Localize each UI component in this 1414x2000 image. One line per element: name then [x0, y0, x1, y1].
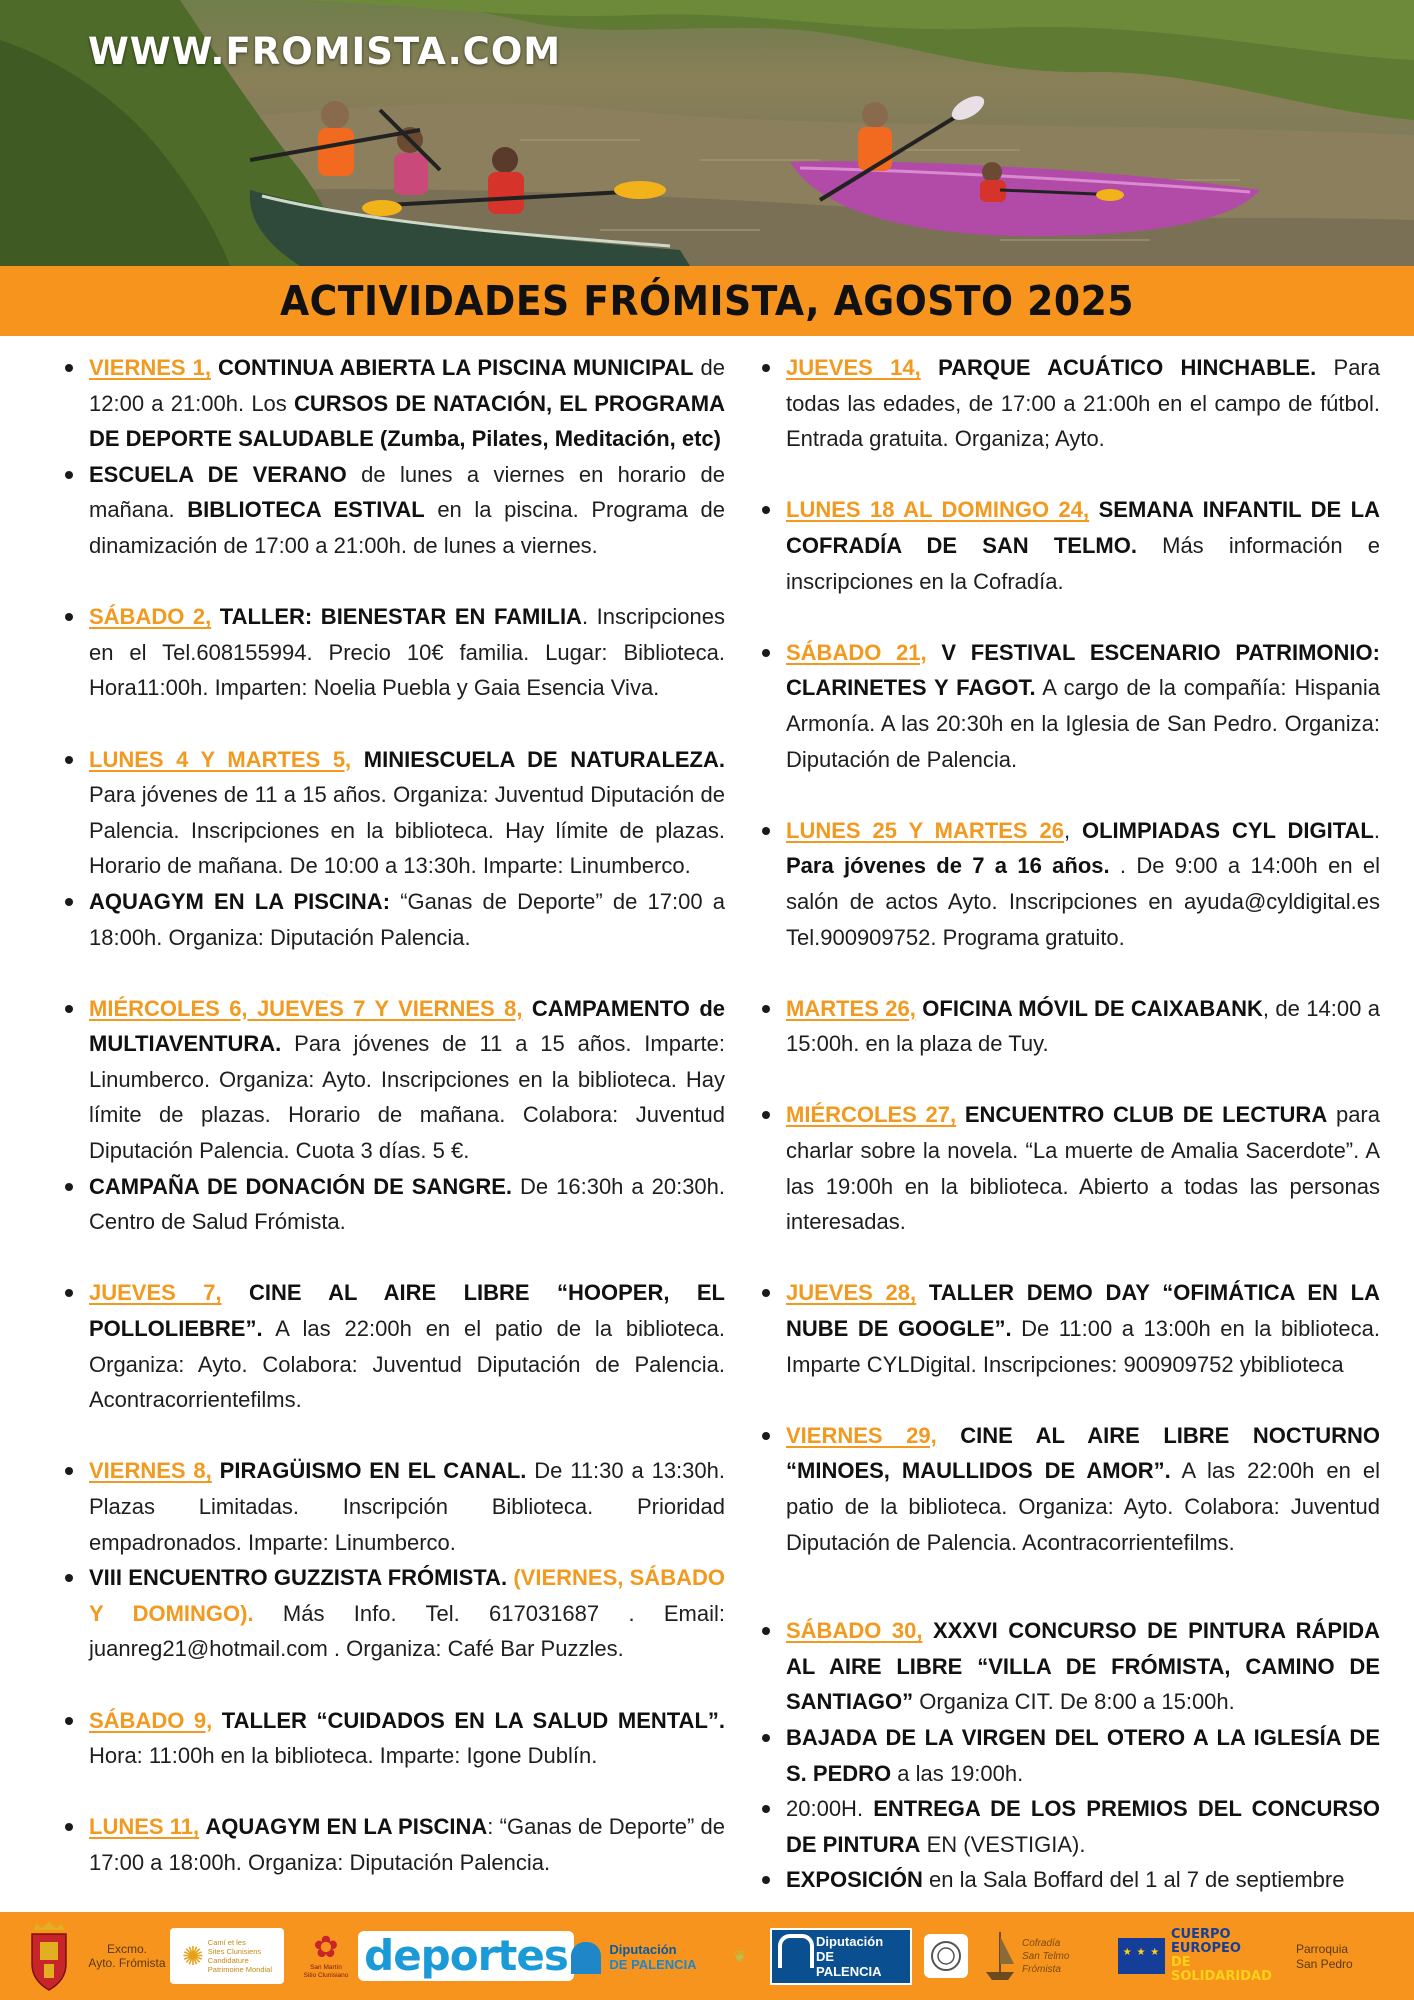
event-text: A las 22:00h en el patio de la biblioteca. Organiza: Ayto. Colabora: Juventud Diputación de Palencia. Acontracorrientefilms. — [786, 1458, 1380, 1555]
event-date: MIÉRCOLES 6, JUEVES 7 Y VIERNES 8, — [89, 995, 523, 1021]
event-date: VIERNES 29, — [786, 1422, 937, 1448]
hero-photo — [0, 0, 1414, 266]
event-title: XXXVI CONCURSO DE PINTURA RÁPIDA AL AIRE LIBRE “VILLA DE FRÓMISTA, CAMINO DE SANTIAGO” — [786, 1618, 1380, 1715]
event-days-highlight: (VIERNES, SÁBADO Y DOMINGO). — [89, 1565, 725, 1626]
footer-text: Candidature — [207, 1956, 249, 1965]
event-text: para charlar sobre la novela. “La muerte de Amalia Sacerdote”. A las 19:00h en la biblioteca. Abierto a todas las personas interesadas. — [786, 1102, 1380, 1235]
page-title: ACTIVIDADES FRÓMISTA, AGOSTO 2025 — [280, 277, 1134, 325]
event-title: EXPOSICIÓN — [786, 1867, 923, 1893]
event-text: , — [1063, 817, 1082, 843]
ayto-fromista-text — [84, 1934, 170, 1978]
footer-text: Cofradía — [1022, 1937, 1061, 1949]
event-text — [212, 1458, 220, 1483]
event-date: SÁBADO 21, — [786, 639, 927, 665]
footer-text: Camí et les — [207, 1938, 246, 1947]
event-title: CAMPAÑA DE DONACIÓN DE SANGRE. — [89, 1173, 513, 1199]
footer-text: Sitio Clunisiano — [303, 1972, 349, 1979]
right-column — [762, 350, 1380, 1898]
event-list-left — [65, 350, 725, 1881]
event-text: de 12:00 a 21:00h. Los — [89, 355, 725, 416]
event-item — [762, 1720, 1380, 1791]
event-title: PARQUE ACUÁTICO HINCHABLE. — [938, 355, 1317, 380]
event-item — [65, 350, 725, 457]
footer-text: Parroquia — [1296, 1942, 1349, 1956]
event-date: LUNES 25 Y MARTES 26 — [786, 817, 1064, 843]
event-text — [937, 1423, 961, 1448]
event-text: de lunes a viernes en horario de mañana. — [89, 461, 726, 523]
footer-text: Excmo. — [106, 1942, 147, 1956]
event-title: AQUAGYM EN LA PISCINA — [205, 1814, 488, 1840]
diputacion-palencia-logo — [568, 1938, 698, 1976]
event-date: VIERNES 8, — [89, 1458, 212, 1484]
event-title: TALLER DEMO DAY “OFIMÁTICA EN LA NUBE DE GOOGLE”. — [786, 1280, 1381, 1342]
event-title: TALLER “CUIDADOS EN LA SALUD MENTAL”. — [221, 1707, 725, 1733]
sponsor-footer — [0, 1912, 1414, 2000]
event-date: JUEVES 7, — [89, 1280, 222, 1306]
event-item — [762, 1097, 1380, 1239]
event-date: SÁBADO 30, — [786, 1618, 923, 1644]
event-date: MARTES 26, — [786, 995, 916, 1021]
footer-text: San Telmo — [1022, 1950, 1070, 1962]
event-item — [65, 1703, 725, 1774]
event-text: , de 14:00 a 15:00h. en la plaza de Tuy. — [786, 995, 1380, 1057]
footer-text: San Pedro — [1296, 1957, 1353, 1971]
footer-text: Sites Clunisiens — [207, 1947, 262, 1956]
event-text: en la Sala Boffard del 1 al 7 de septiembre — [922, 1867, 1345, 1893]
event-text: Hora: 11:00h en la biblioteca. Imparte: Igone Dublín. — [89, 1743, 598, 1769]
event-title: CAMPAMENTO de MULTIAVENTURA. — [89, 995, 725, 1057]
small-green-logo — [718, 1938, 762, 1976]
event-text: Más Info. Tel. 617031687 . Email: juanreg21@hotmail.com . Organiza: Café Bar Puzzles. — [89, 1600, 725, 1662]
diputacion-box-text — [770, 1928, 912, 1985]
event-item — [762, 991, 1380, 1062]
event-title: OFICINA MÓVIL DE CAIXABANK — [922, 995, 1263, 1021]
event-title: MINIESCUELA DE NATURALEZA. — [363, 746, 725, 772]
title-bar — [0, 266, 1414, 336]
event-title: CONTINUA ABIERTA LA PISCINA MUNICIPAL — [218, 355, 694, 380]
cluny-sites-logo — [170, 1928, 284, 1984]
footer-text: DE PALENCIA — [816, 1948, 882, 1979]
san-martin-logo — [298, 1926, 354, 1986]
event-item — [762, 1862, 1380, 1898]
event-item — [762, 350, 1380, 457]
cofradia-boat-logo — [980, 1926, 1020, 1986]
seal-icon — [929, 1939, 963, 1973]
cuerpo-europeo-solidaridad-logo — [1118, 1927, 1284, 1984]
event-item — [762, 635, 1380, 777]
event-text: De 11:00 a 13:00h en la biblioteca. Imparte CYLDigital. Inscripciones: 900909752 ybiblioteca — [786, 1316, 1381, 1377]
event-title: OLIMPIADAS CYL DIGITAL — [1081, 817, 1374, 843]
event-title: Para jóvenes de 7 a 16 años. — [786, 853, 1110, 879]
event-date: LUNES 18 AL DOMINGO 24, — [786, 497, 1090, 523]
event-list-right — [762, 350, 1380, 1898]
event-text — [916, 1280, 929, 1305]
footer-text: CUERPO — [1170, 1927, 1231, 1942]
event-text: Para jóvenes de 11 a 15 años. Organiza: Juventud Diputación de Palencia. Inscripciones en la biblioteca. Hay límite de plazas. Horario de mañana. De 10:00 a 13:30h. Imparte: Linumberco. — [89, 782, 725, 879]
event-title: V FESTIVAL ESCENARIO PATRIMONIO: CLARINETES Y FAGOT. — [786, 639, 1380, 701]
event-title: ENTREGA DE LOS PREMIOS DEL CONCURSO DE PINTURA — [786, 1796, 1380, 1857]
event-item — [762, 492, 1380, 599]
footer-text: Diputación — [816, 1933, 884, 1949]
footer-text: Ayto. Frómista — [88, 1956, 166, 1970]
event-title: ESCUELA DE VERANO — [89, 461, 347, 487]
event-text: . — [1373, 817, 1380, 843]
event-text: “Ganas de Deporte” de 17:00 a 18:00h. Organiza: Diputación Palencia. — [89, 888, 725, 950]
footer-text: San Martín — [310, 1964, 342, 1971]
event-text: Para todas las edades, de 17:00 a 21:00h en el campo de fútbol. Entrada gratuita. Organiza; Ayto. — [786, 355, 1380, 452]
event-item — [65, 1275, 725, 1417]
footer-text: DE PALENCIA — [609, 1957, 697, 1972]
event-text — [211, 355, 218, 380]
event-title: VIII ENCUENTRO GUZZISTA FRÓMISTA. — [89, 1565, 508, 1591]
event-text: EN (VESTIGIA). — [920, 1831, 1086, 1857]
event-item — [65, 1453, 725, 1560]
event-text: A cargo de la compañía: Hispania Armonía. A las 20:30h en la Iglesia de San Pedro. Organiza: Diputación de Palencia. — [786, 675, 1380, 772]
flower-icon: ✿ — [313, 1931, 339, 1964]
event-text — [211, 604, 220, 629]
event-title: ENCUENTRO CLUB DE LECTURA — [964, 1102, 1328, 1128]
event-text: A las 22:00h en el patio de la biblioteca. Organiza: Ayto. Colabora: Juventud Diputación de Palencia. Acontracorrientefilms. — [89, 1316, 725, 1413]
event-text: en la piscina. Programa de dinamización de 17:00 a 21:00h. de lunes a viernes. — [89, 497, 725, 558]
event-text: De 11:30 a 13:30h. Plazas Limitadas. Inscripción Biblioteca. Prioridad empadronados. Imparte: Linumberco. — [89, 1458, 725, 1555]
leaf-icon: ❦ — [733, 1949, 747, 1966]
event-title: BAJADA DE LA VIRGEN DEL OTERO A LA IGLESÍA DE S. PEDRO — [786, 1724, 1380, 1786]
footer-text: Patrimoine Mondial — [207, 1965, 272, 1974]
event-title: BIBLIOTECA ESTIVAL — [187, 497, 425, 523]
event-text: . De 9:00 a 14:00h en el salón de actos Ayto. Inscripciones en ayuda@cyldigital.es Tel.900909752. Programa gratuito. — [786, 853, 1380, 950]
crest-icon — [26, 1920, 72, 1992]
site-url: WWW.FROMISTA.COM — [88, 30, 562, 73]
eu-flag-icon — [1118, 1938, 1165, 1974]
event-title: SEMANA INFANTIL DE LA COFRADÍA DE SAN TELMO. — [786, 497, 1380, 558]
event-date: JUEVES 14, — [786, 355, 921, 380]
event-text — [927, 640, 942, 665]
eu-text — [1171, 1928, 1284, 1984]
event-date: VIERNES 1, — [89, 355, 211, 380]
event-text: 20:00H. — [786, 1796, 874, 1822]
event-text — [212, 1708, 222, 1733]
event-text — [1089, 497, 1098, 522]
event-item — [762, 813, 1380, 955]
event-item — [65, 599, 725, 706]
event-text — [956, 1102, 965, 1127]
event-date: LUNES 4 Y MARTES 5, — [89, 746, 352, 772]
event-date: SÁBADO 2, — [89, 604, 212, 630]
event-text: Más información e inscripciones en la Cofradía. — [786, 532, 1380, 594]
event-title: AQUAGYM EN LA PISCINA: — [89, 888, 391, 914]
event-item — [762, 1791, 1380, 1862]
event-item — [762, 1613, 1380, 1720]
event-item — [65, 991, 725, 1169]
boat-icon — [982, 1928, 1018, 1984]
event-title: PIRAGÜISMO EN EL CANAL. — [219, 1458, 527, 1484]
event-text: a las 19:00h. — [891, 1760, 1024, 1786]
sun-icon: ✺ — [182, 1941, 204, 1971]
event-title: CURSOS DE NATACIÓN, EL PROGRAMA DE DEPORTE SALUDABLE (Zumba, Pilates, Meditación, etc) — [89, 390, 725, 452]
event-item — [65, 1169, 725, 1240]
event-item — [65, 1809, 725, 1880]
deportes-wordmark: deportes — [358, 1931, 574, 1981]
event-item — [65, 884, 725, 955]
footer-text: Diputación — [609, 1942, 677, 1957]
coat-of-arms-logo — [26, 1920, 72, 1992]
left-column — [65, 350, 725, 1881]
eu-box — [1118, 1928, 1284, 1984]
footer-text: EUROPEO — [1170, 1941, 1241, 1956]
event-text — [922, 1618, 933, 1643]
event-text: . Inscripciones en el Tel.608155994. Precio 10€ familia. Lugar: Biblioteca. Hora11:00h. Imparten: Noelia Puebla y Gaia Esencia Viva. — [89, 604, 725, 701]
event-text — [522, 996, 531, 1021]
round-seal-logo — [924, 1934, 968, 1978]
event-title: TALLER: BIENESTAR EN FAMILIA — [219, 604, 582, 630]
footer-text: Frómista — [1022, 1963, 1061, 1975]
deportes-logo — [366, 1931, 566, 1981]
event-text — [351, 747, 364, 772]
event-item — [65, 742, 725, 884]
cluny-sites-text — [208, 1938, 272, 1974]
event-date: LUNES 11, — [89, 1814, 200, 1840]
event-title: CINE AL AIRE LIBRE “HOOPER, EL POLLOLIEBRE”. — [89, 1280, 725, 1342]
event-item — [65, 1560, 725, 1667]
event-text — [921, 355, 938, 380]
event-item — [762, 1418, 1380, 1560]
event-text: Para jóvenes de 11 a 15 años. Imparte: Linumberco. Organiza: Ayto. Inscripciones en la biblioteca. Hay límite de plazas. Horario de mañana. Colabora: Juventud Diputación Palencia. Cuota 3 días. 5 €. — [89, 1031, 725, 1164]
event-item — [65, 457, 725, 564]
cofradia-text — [1022, 1934, 1106, 1978]
event-text: : “Ganas de Deporte” de 17:00 a 18:00h. Organiza: Diputación Palencia. — [89, 1814, 726, 1875]
diputacion-palencia-box-logo — [770, 1932, 912, 1980]
footer-text: DE SOLIDARIDAD — [1170, 1955, 1272, 1984]
event-date: MIÉRCOLES 27, — [786, 1102, 957, 1128]
event-item — [762, 1275, 1380, 1382]
event-text: Organiza CIT. De 8:00 a 15:00h. — [913, 1689, 1235, 1715]
event-text: De 16:30h a 20:30h. Centro de Salud Frómista. — [89, 1173, 726, 1235]
event-title: CINE AL AIRE LIBRE NOCTURNO “MINOES, MAULLIDOS DE AMOR”. — [786, 1422, 1380, 1484]
diputacion-text — [569, 1942, 696, 1972]
event-date: JUEVES 28, — [786, 1280, 917, 1306]
event-date: SÁBADO 9, — [89, 1707, 213, 1733]
parroquia-text — [1296, 1938, 1392, 1976]
event-text — [222, 1280, 249, 1305]
